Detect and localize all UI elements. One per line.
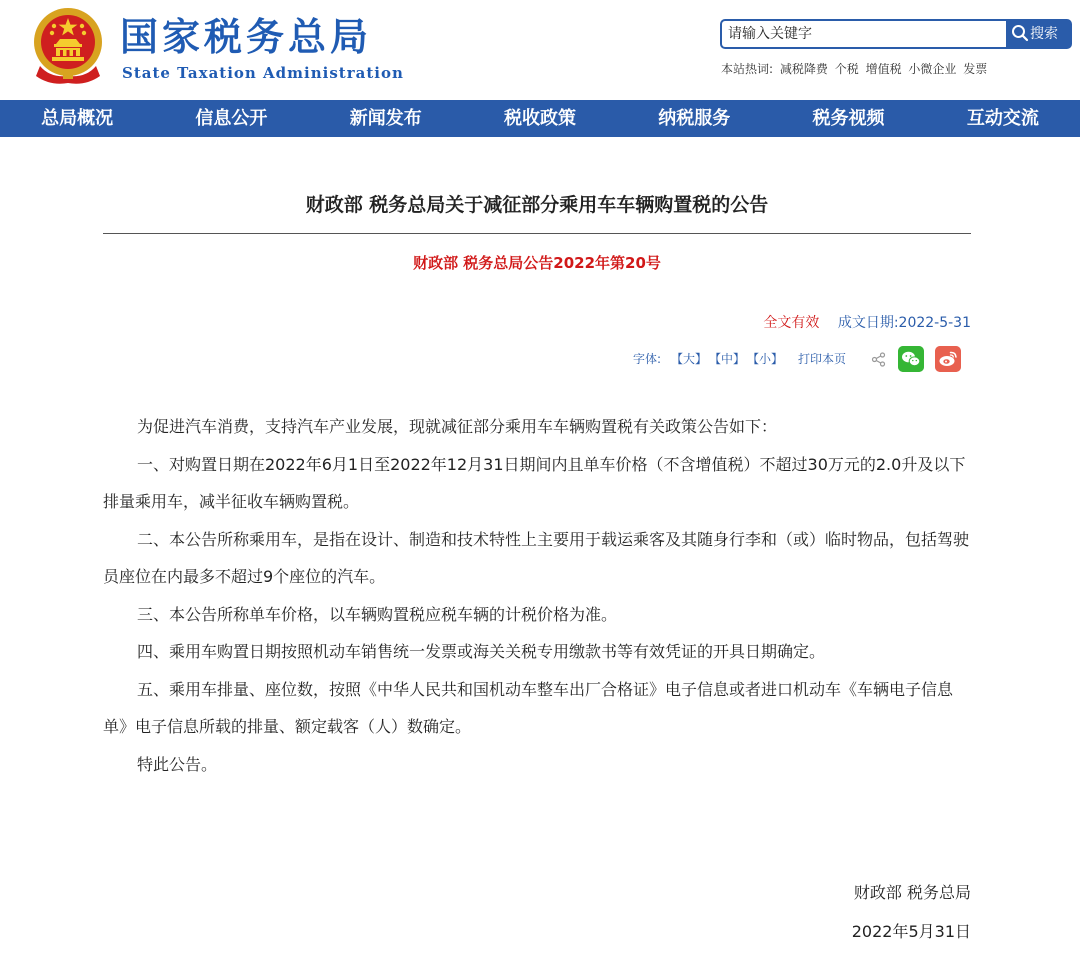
hot-words bbox=[721, 60, 990, 77]
site-name-cn[interactable]: 国家税务总局 bbox=[120, 15, 373, 59]
article-paragraph: 四、乘用车购置日期按照机动车销售统一发票或海关关税专用缴款书等有效凭证的开具日期确定。 bbox=[137, 642, 826, 661]
site-name-en[interactable]: State Taxation Administration bbox=[122, 64, 404, 82]
article-paragraph: 三、本公告所称单车价格，以车辆购置税应税车辆的计税价格为准。 bbox=[137, 604, 618, 624]
article-paragraph: 一、对购置日期在2022年6月1日至2022年12月31日期间内且单车价格（不含增值税）不超过30万元的2.0升及以下排量乘用车，减半征收车辆购置税。 bbox=[103, 454, 966, 511]
search-input[interactable] bbox=[722, 21, 998, 47]
hot-word-link[interactable]: 发票 bbox=[963, 62, 988, 76]
wechat-icon[interactable] bbox=[898, 346, 924, 372]
article-paragraph: 五、乘用车排量、座位数，按照《中华人民共和国机动车整车出厂合格证》电子信息或者进口机动车《车辆电子信息单》电子信息所载的排量、额定载客（人）数确定。 bbox=[103, 679, 954, 736]
hot-word-link[interactable]: 减税降费 bbox=[779, 62, 828, 76]
print-button[interactable]: 打印本页 bbox=[798, 352, 847, 366]
signature: 财政部 税务总局 bbox=[853, 883, 971, 902]
search-icon bbox=[1011, 24, 1029, 42]
main-nav bbox=[0, 100, 1080, 137]
article-title: 财政部 税务总局关于减征部分乘用车车辆购置税的公告 bbox=[305, 194, 769, 216]
nav-item-info-disclosure[interactable]: 信息公开 bbox=[195, 108, 268, 129]
hot-word-link[interactable]: 个税 bbox=[834, 62, 859, 76]
font-medium-button[interactable]: 【中】 bbox=[709, 352, 746, 366]
hot-word-link[interactable]: 增值税 bbox=[865, 62, 902, 76]
nav-item-overview[interactable]: 总局概况 bbox=[41, 108, 114, 129]
font-small-button[interactable]: 【小】 bbox=[747, 352, 784, 366]
title-divider bbox=[103, 233, 971, 234]
hot-word-link[interactable]: 小微企业 bbox=[908, 62, 957, 76]
search-box bbox=[720, 19, 1006, 49]
article-meta bbox=[763, 312, 971, 332]
nav-item-tax-video[interactable]: 税务视频 bbox=[812, 108, 885, 129]
nav-item-news[interactable]: 新闻发布 bbox=[349, 108, 422, 129]
sign-date: 2022年5月31日 bbox=[851, 922, 971, 941]
doc-number: 财政部 税务总局公告2022年第20号 bbox=[413, 254, 661, 272]
weibo-icon[interactable] bbox=[935, 346, 961, 372]
nav-item-tax-policy[interactable]: 税收政策 bbox=[503, 108, 576, 129]
site-header bbox=[0, 0, 1080, 100]
search-button-label: 搜索 bbox=[1030, 26, 1058, 42]
search-button[interactable] bbox=[1006, 19, 1072, 49]
nav-item-taxpayer-service[interactable]: 纳税服务 bbox=[658, 108, 731, 129]
article-paragraph: 特此公告。 bbox=[137, 754, 218, 774]
nav-item-interaction[interactable]: 互动交流 bbox=[966, 108, 1039, 129]
hot-words-label: 本站热词: bbox=[721, 62, 774, 76]
share-icon[interactable] bbox=[871, 352, 886, 367]
validity-status: 全文有效 bbox=[763, 315, 820, 331]
article-paragraph: 二、本公告所称乘用车，是指在设计、制造和技术特性上主要用于载运乘客及其随身行李和（或）临时物品，包括驾驶员座位在内最多不超过9个座位的汽车。 bbox=[103, 529, 970, 586]
font-large-button[interactable]: 【大】 bbox=[671, 352, 708, 366]
article-body bbox=[103, 408, 973, 783]
publish-date: 成文日期:2022-5-31 bbox=[837, 315, 971, 331]
national-emblem-icon[interactable] bbox=[30, 6, 106, 86]
font-size-label: 字体: bbox=[633, 352, 662, 366]
article-paragraph: 为促进汽车消费，支持汽车产业发展，现就减征部分乘用车车辆购置税有关政策公告如下： bbox=[137, 417, 778, 436]
